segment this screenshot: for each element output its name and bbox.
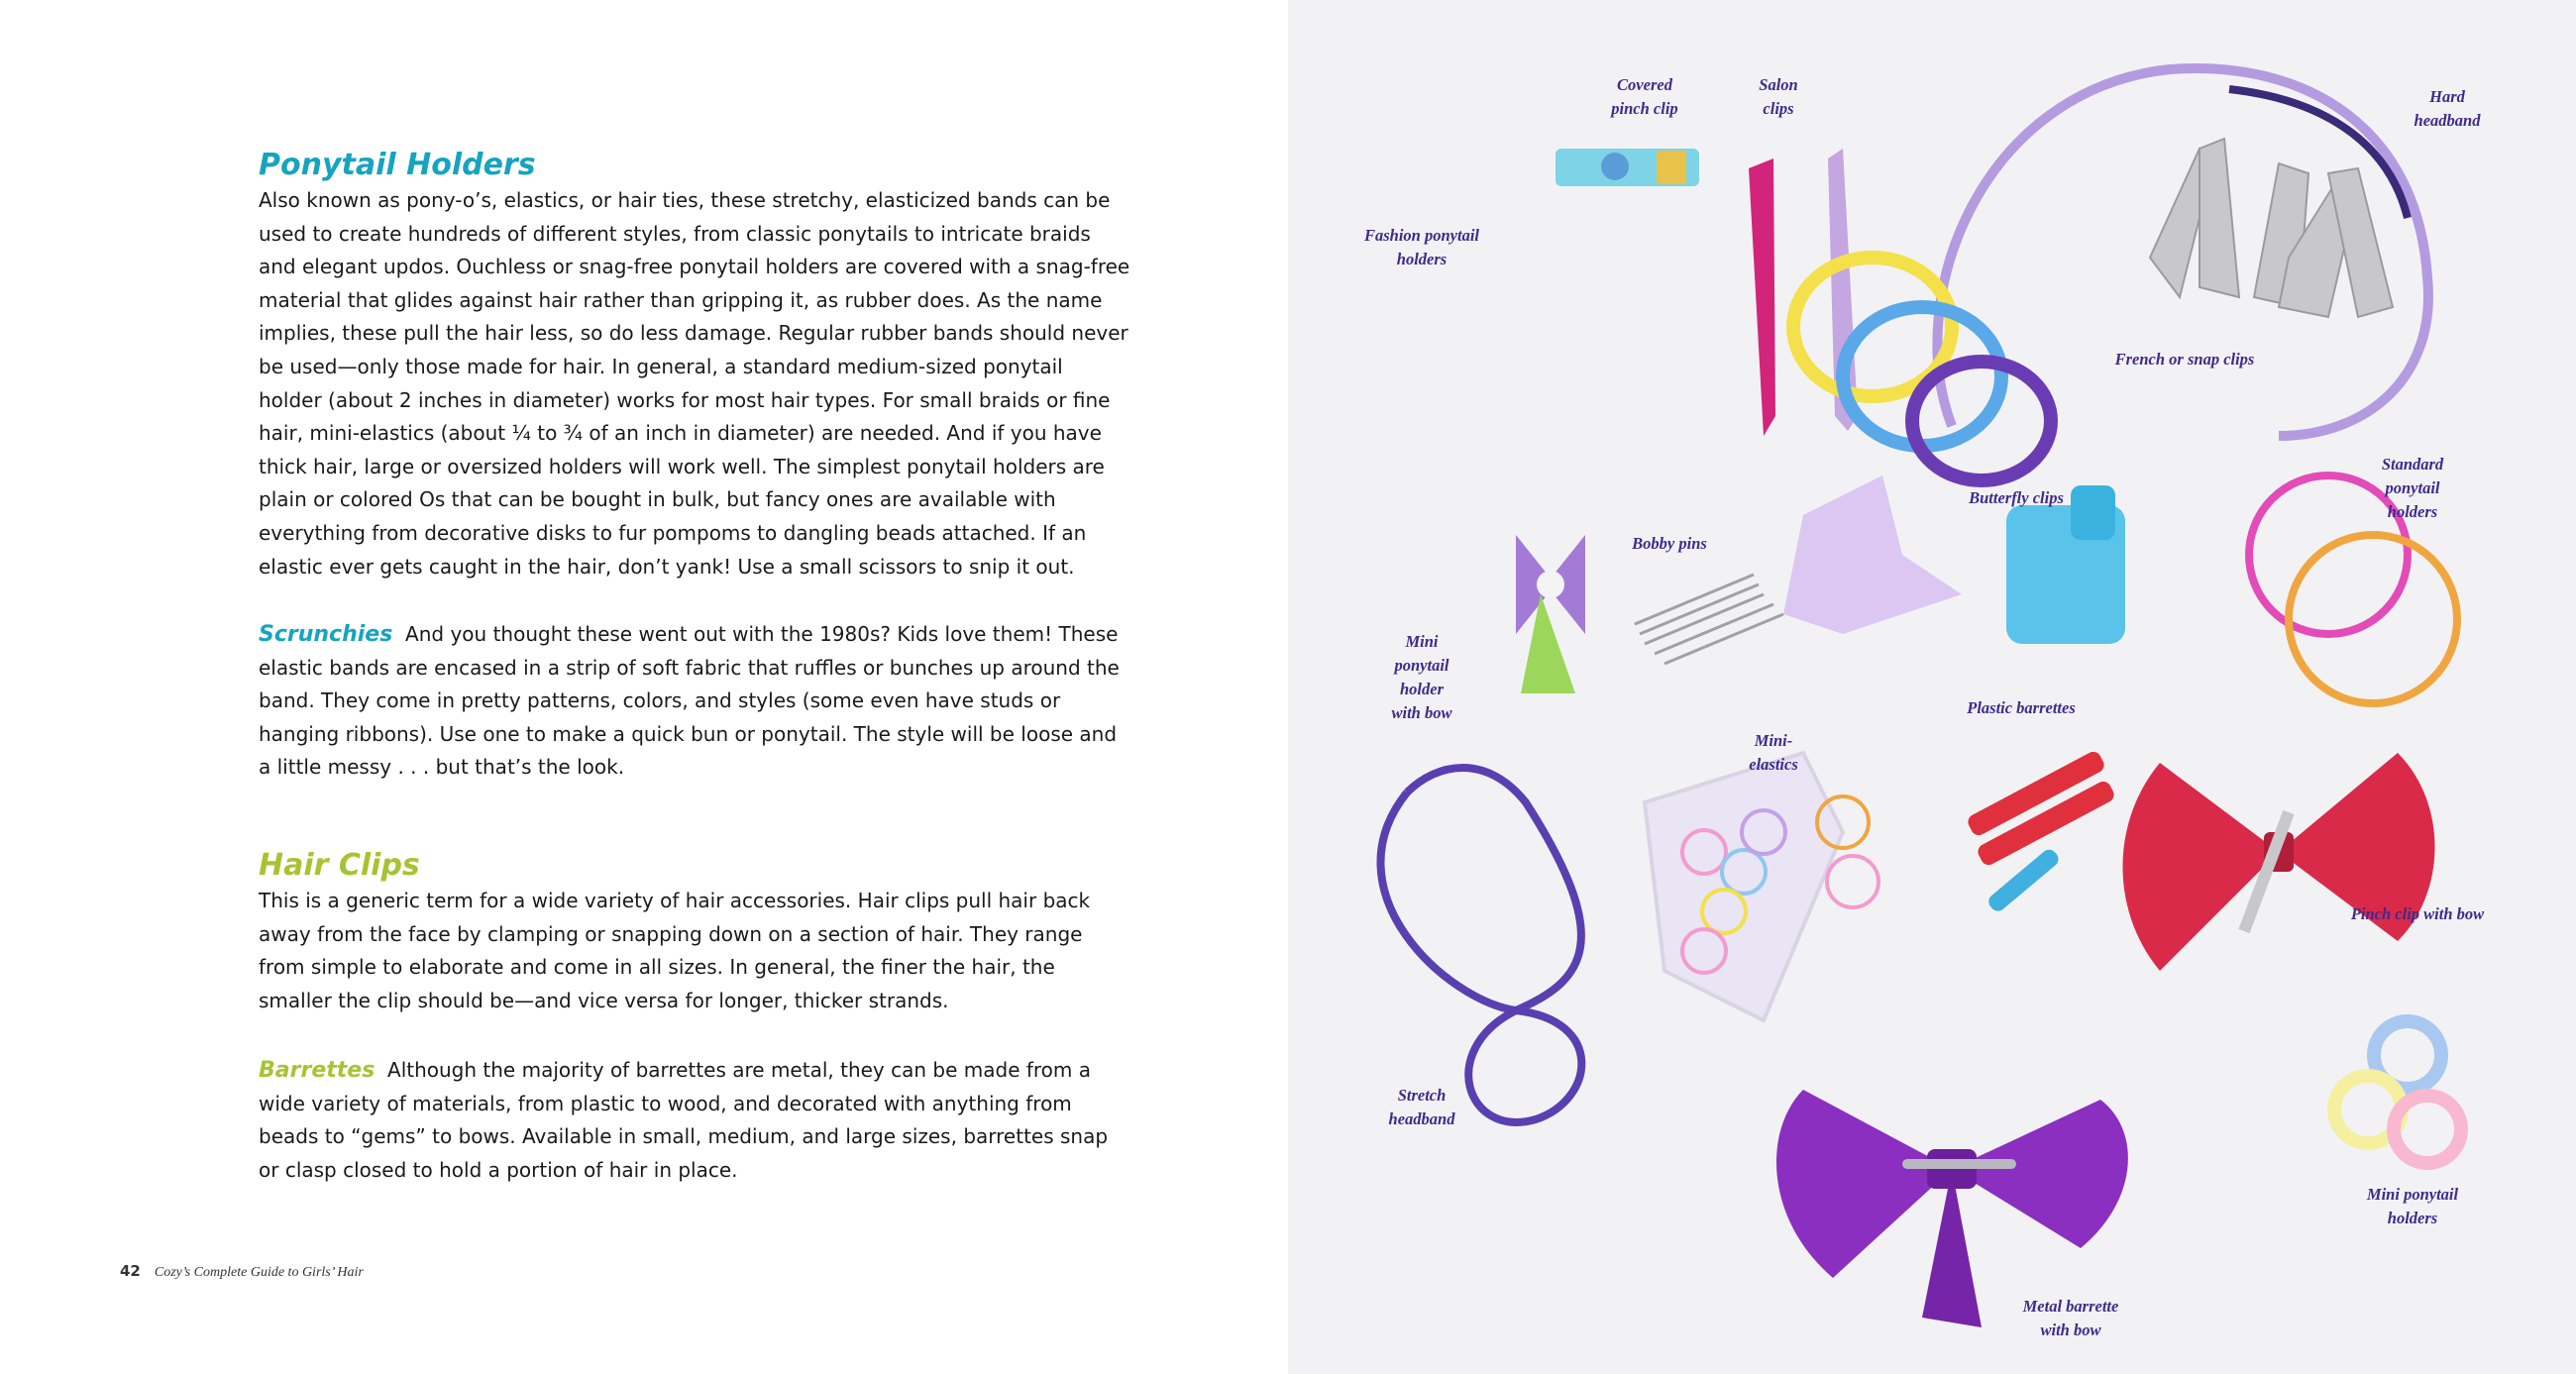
purple-bow-image bbox=[1776, 1090, 2128, 1327]
label-bobby-pins: Bobby pins bbox=[1632, 534, 1707, 553]
page-number: 42 bbox=[120, 1262, 141, 1280]
snap-clips-image bbox=[2150, 139, 2393, 317]
subsection-title: Barrettes bbox=[259, 1058, 376, 1083]
label-stretch-headband: Stretch headband bbox=[1388, 1086, 1455, 1128]
ponytail-holders-section bbox=[259, 147, 1130, 583]
subsection-paragraph bbox=[259, 618, 1130, 785]
barrettes-subsection bbox=[259, 1054, 1130, 1187]
mini-ponytail-holders-image bbox=[2334, 1021, 2461, 1163]
label-fashion-ponytail-holders: Fashion ponytail holders bbox=[1364, 226, 1479, 268]
red-bow-image bbox=[2123, 753, 2435, 971]
label-mini-ponytail-holder-with-bow: Mini ponytail holder with bow bbox=[1391, 632, 1452, 722]
section-paragraph: Also known as pony-o’s, elastics, or hair ties, these stretchy, elasticized bands can be used to create hundreds of different styles, from classic ponytails to intricate braids and elegant updos. Ouchless or snag-free ponytail holders are covered with a snag-free material that glides against hair rather than gripping it, as rubber does. As the name implies, these pull the hair less, so do less damage. Regular rubber bands should never be used—only those made for hair. In general, a standard medium-sized ponytail holder (about 2 inches in diameter) works for most hair types. For small braids or fine hair, mini-elastics (about ¼ to ¾ of an inch in diameter) are needed. And if you have thick hair, large or oversized holders will work well. The simplest ponytail holders are plain or colored Os that can be bought in bulk, but fancy ones are available with everything from decorative disks to fur pompoms to dangling beads attached. If an elastic ever gets caught in the hair, don’t yank! Use a small scissors to snip it out. bbox=[259, 188, 1130, 579]
label-butterfly-clips: Butterfly clips bbox=[1969, 488, 2064, 507]
label-salon-clips: Salon clips bbox=[1759, 75, 1798, 118]
label-metal-barrette-with-bow: Metal barrette with bow bbox=[2022, 1297, 2119, 1339]
label-pinch-clip-with-bow: Pinch clip with bow bbox=[2350, 904, 2485, 923]
label-hard-headband: Hard headband bbox=[2414, 87, 2481, 130]
label-covered-pinch-clip: Covered pinch clip bbox=[1611, 75, 1678, 118]
stretch-headband-image bbox=[1380, 768, 1581, 1122]
label-standard-ponytail-holders: Standard ponytail holders bbox=[2381, 455, 2444, 521]
page-footer bbox=[120, 1262, 364, 1281]
subsection-text: Although the majority of barrettes are metal, they can be made from a wide variety of materials, from plastic to wood, and decorated with anything from beads to “gems” to bows. Available in small, medium, and large sizes, barrettes snap or clasp closed to hold a portion of hair in place. bbox=[259, 1058, 1109, 1182]
label-mini-ponytail-holders: Mini ponytail holders bbox=[2366, 1185, 2459, 1227]
scrunchies-subsection bbox=[259, 618, 1130, 785]
label-plastic-barrettes: Plastic barrettes bbox=[1967, 698, 2076, 717]
mini-bow-image bbox=[1516, 535, 1585, 693]
photo-illustration bbox=[1288, 0, 2576, 1374]
accessories-photo bbox=[1288, 0, 2576, 1374]
section-paragraph: This is a generic term for a wide variety of hair accessories. Hair clips pull hair back away from the face by clamping or snapping down on a section of hair. They range from simple to elaborate and come in all sizes. In general, the finer the hair, the smaller the clip should be—and vice versa for longer, thicker strands. bbox=[259, 889, 1091, 1012]
mini-elastics-image bbox=[1645, 753, 1878, 1020]
hair-clips-section bbox=[259, 847, 1130, 1017]
subsection-paragraph bbox=[259, 1054, 1130, 1187]
bobby-pins-image bbox=[1635, 575, 1783, 664]
label-mini-elastics: Mini- elastics bbox=[1749, 731, 1798, 774]
section-title: Ponytail Holders bbox=[259, 148, 536, 182]
subsection-title: Scrunchies bbox=[259, 622, 393, 647]
section-title: Hair Clips bbox=[259, 848, 420, 883]
label-french-snap-clips: French or snap clips bbox=[2114, 350, 2255, 369]
subsection-text: And you thought these went out with the 1980s? Kids love them! These elastic bands are encased in a strip of soft fabric that ruffles or bunches up around the band. They come in pretty patterns, colors, and styles (some even have studs or hanging ribbons). Use one to make a quick bun or ponytail. The style will be loose and a little messy . . . but that’s the look. bbox=[259, 622, 1120, 780]
covered-pinch-clip-image bbox=[1556, 149, 1699, 186]
book-title: Cozy’s Complete Guide to Girls’ Hair bbox=[154, 1265, 364, 1280]
plastic-barrettes-image bbox=[1966, 749, 2117, 914]
